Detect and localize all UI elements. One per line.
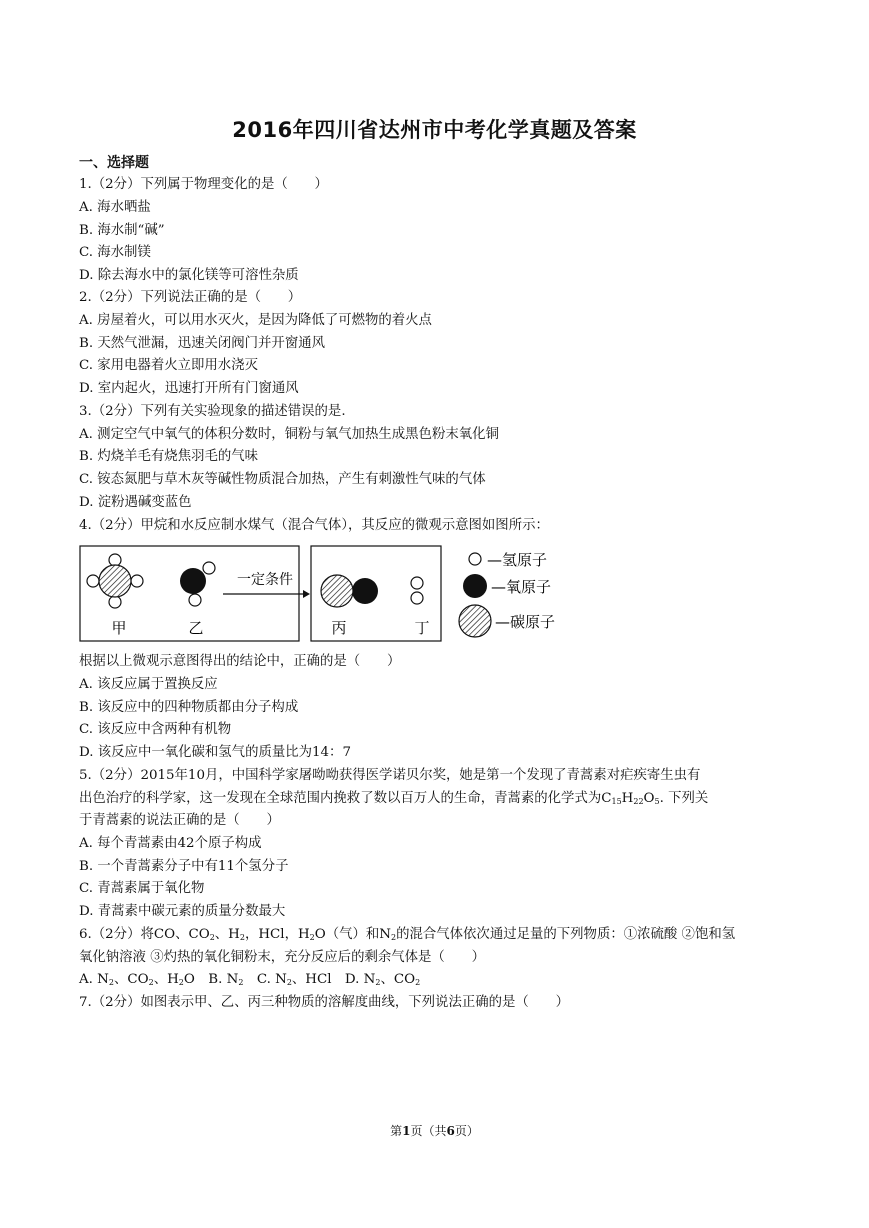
hydrogen-atom [109, 554, 121, 566]
question-4-option-b: B. 该反应中的四种物质都由分子构成 [79, 700, 299, 715]
oxygen-atom [352, 578, 378, 604]
hydrogen-atom [87, 575, 99, 587]
label-ding: 丁 [414, 619, 430, 637]
question-4-question: 根据以上微观示意图得出的结论中，正确的是（ ） [79, 654, 401, 669]
hydrogen-atom [411, 592, 423, 604]
question-1-option-d: D. 除去海水中的氯化镁等可溶性杂质 [79, 268, 299, 283]
water-molecule [180, 562, 215, 606]
section-heading: 一、选择题 [79, 155, 149, 171]
legend-hydrogen-label: —氢原子 [487, 551, 548, 569]
question-3-option-b: B. 灼烧羊毛有烧焦羽毛的气味 [79, 449, 259, 464]
question-2-stem: 2.（2分）下列说法正确的是（ ） [79, 290, 302, 305]
question-5-stem-line3: 于青蒿素的说法正确的是（ ） [79, 813, 280, 828]
legend [459, 551, 555, 637]
question-6-stem-line1: 6.（2分）将CO、$CO_2$、$H_2$，HCl，$H_2O$（气）和$N_2$的混合气体依次通过足量的下列物质：①浓硫酸 ②饱和氢 [79, 927, 736, 942]
question-5-option-b: B. 一个青蒿素分子中有11个氢分子 [79, 859, 289, 874]
question-3-option-a: A. 测定空气中氧气的体积分数时，铜粉与氧气加热生成黑色粉末氧化铜 [79, 427, 499, 442]
reaction-condition-label: 一定条件 [237, 572, 293, 588]
question-1-option-a: A. 海水晒盐 [79, 200, 151, 215]
legend-oxygen-label: —氧原子 [491, 578, 552, 596]
question-6-stem-line2: 氧化钠溶液 ③灼热的氧化铜粉末，充分反应后的剩余气体是（ ） [79, 950, 485, 965]
hydrogen-atom [203, 562, 215, 574]
current-page-number: 1 [402, 1124, 411, 1138]
question-4-option-a: A. 该反应属于置换反应 [79, 677, 218, 692]
question-2-option-b: B. 天然气泄漏，迅速关闭阀门并开窗通风 [79, 336, 325, 351]
carbon-atom [321, 575, 353, 607]
hydrogen-atom [189, 594, 201, 606]
label-jia: 甲 [111, 619, 127, 637]
question-4-stem: 4.（2分）甲烷和水反应制水煤气（混合气体），其反应的微观示意图如图所示： [79, 518, 549, 533]
oxygen-atom [180, 568, 206, 594]
methane-molecule [87, 554, 143, 608]
question-1-option-c: C. 海水制镁 [79, 245, 151, 260]
question-5-option-d: D. 青蒿素中碳元素的质量分数最大 [79, 904, 286, 919]
question-5-option-c: C. 青蒿素属于氧化物 [79, 881, 205, 896]
reaction-diagram [79, 544, 579, 644]
question-5-option-a: A. 每个青蒿素由42个原子构成 [79, 836, 262, 851]
question-7-stem: 7.（2分）如图表示甲、乙、丙三种物质的溶解度曲线，下列说法正确的是（ ） [79, 995, 569, 1010]
legend-oxygen-icon [463, 574, 487, 598]
question-6-options: A. $N_2$、$CO_2$、$H_2O$ B. $N_2$ C. $N_2$、HCl D. $N_2$、$CO_2$ [79, 972, 421, 987]
page-title: 2016年四川省达州市中考化学真题及答案 [232, 118, 637, 142]
total-pages: 6 [446, 1124, 455, 1138]
hydrogen-atom [131, 575, 143, 587]
hydrogen-atom [109, 596, 121, 608]
label-yi: 乙 [188, 619, 204, 637]
question-3-option-d: D. 淀粉遇碱变蓝色 [79, 495, 192, 510]
carbon-atom [99, 565, 131, 597]
question-2-option-d: D. 室内起火，迅速打开所有门窗通风 [79, 381, 299, 396]
question-2-option-a: A. 房屋着火，可以用水灭火，是因为降低了可燃物的着火点 [79, 313, 432, 328]
question-1-option-b: B. 海水制“碱” [79, 223, 165, 238]
question-3-stem: 3.（2分）下列有关实验现象的描述错误的是. [79, 404, 346, 419]
question-5-stem-line2: 出色治疗的科学家，这一发现在全球范围内挽救了数以百万人的生命，青蒿素的化学式为$C_{15}H_{22}O_5$. 下列关 [79, 791, 709, 806]
label-bing: 丙 [331, 619, 347, 637]
question-2-option-c: C. 家用电器着火立即用水浇灭 [79, 358, 258, 373]
legend-carbon-label: —碳原子 [495, 613, 556, 631]
hydrogen-molecule [411, 577, 423, 604]
question-4-option-c: C. 该反应中含两种有机物 [79, 722, 232, 737]
carbon-monoxide-molecule [321, 575, 378, 607]
question-1-stem: 1.（2分）下列属于物理变化的是（ ） [79, 177, 328, 192]
legend-hydrogen-icon [469, 553, 481, 565]
reaction-arrow [223, 590, 310, 598]
hydrogen-atom [411, 577, 423, 589]
question-3-option-c: C. 铵态氮肥与草木灰等碱性物质混合加热，产生有刺激性气味的气体 [79, 472, 486, 487]
page-footer: 第1页（共6页） [390, 1124, 479, 1138]
question-4-option-d: D. 该反应中一氧化碳和氢气的质量比为14：7 [79, 745, 351, 760]
question-5-stem-line1: 5.（2分）2015年10月，中国科学家屠呦呦获得医学诺贝尔奖，她是第一个发现了青蒿素对疟疾寄生虫有 [79, 768, 701, 783]
legend-carbon-icon [459, 605, 491, 637]
